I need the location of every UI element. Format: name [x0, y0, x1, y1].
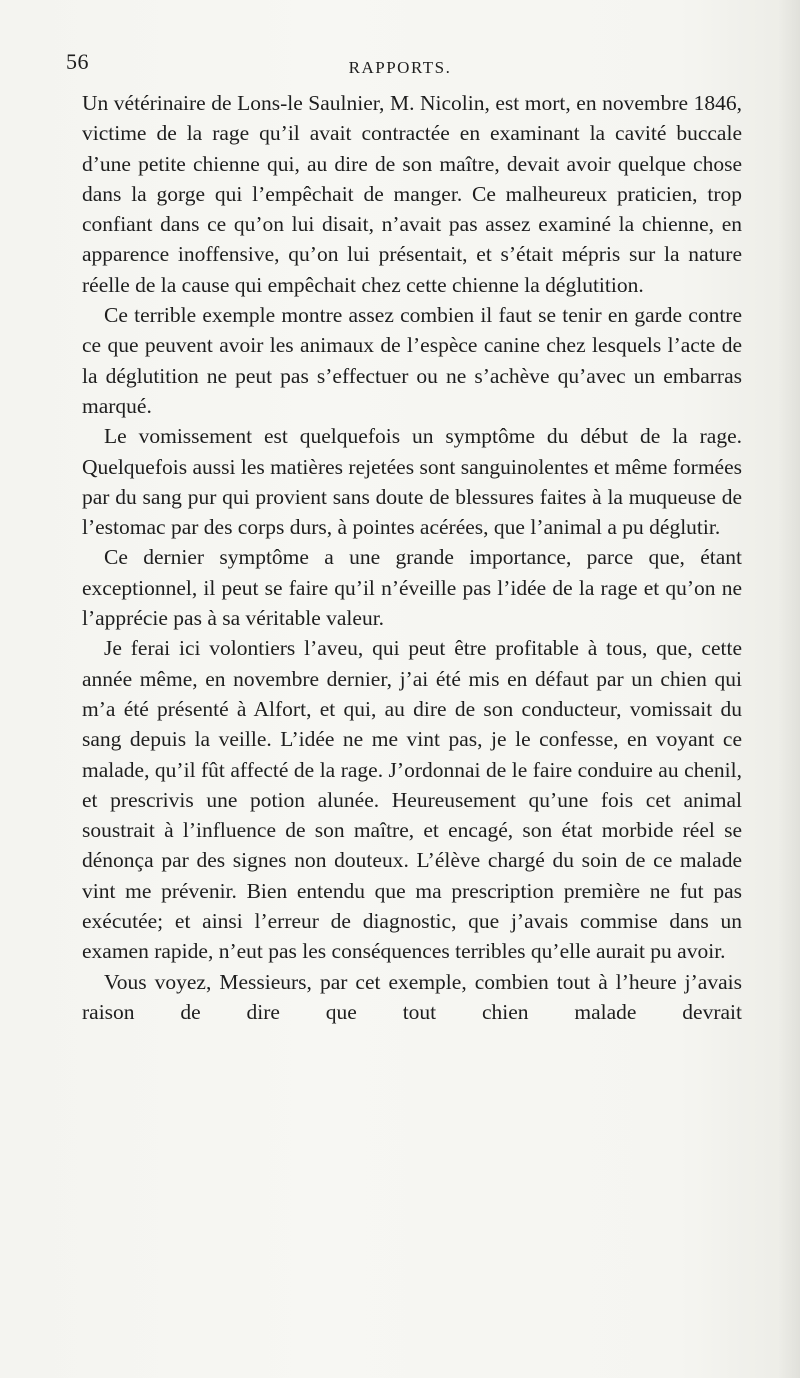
- paragraph-6: Vous voyez, Messieurs, par cet exemple, combien tout à l’heure j’avais raison de dire que tout chien malade devrait: [82, 969, 742, 1024]
- paragraph-4: Ce dernier symptôme a une grande importance, parce que, étant exceptionnel, il peut se faire qu’il n’éveille pas l’idée de la rage et qu’on ne l’apprécie pas à sa véritable valeur.: [82, 545, 742, 631]
- page-number: 56: [66, 49, 89, 74]
- paragraph-2: Ce terrible exemple montre assez combien il faut se tenir en garde contre ce que peuvent avoir les animaux de l’espèce canine chez lesquels l’acte de la déglutition ne peut pas s’effectuer ou ne s’achève qu’avec un embarras marqué.: [82, 303, 742, 418]
- paragraph-1: Un vétérinaire de Lons-le Saulnier, M. Nicolin, est mort, en novembre 1846, victime de la rage qu’il avait contractée en examinant la cavité buccale d’une petite chienne qui, au dire de son maître, devait avoir quelque chose dans la gorge qui l’empêchait de manger. Ce malheureux praticien, trop confiant dans ce qu’on lui disait, n’avait pas assez examiné la chienne, en apparence inoffensive, qu’on lui présentait, et s’était mépris sur la nature réelle de la cause qui empêchait chez cette chienne la déglutition.: [82, 91, 742, 297]
- running-head: RAPPORTS.: [348, 58, 452, 77]
- paragraph-3: Le vomissement est quelquefois un symptôme du début de la rage. Quelquefois aussi les matières rejetées sont sanguinolentes et même formées par du sang pur qui provient sans doute de blessures faites à la muqueuse de l’estomac par des corps durs, à pointes acérées, que l’animal a pu déglutir.: [82, 424, 742, 540]
- paragraph-5: Je ferai ici volontiers l’aveu, qui peut être profitable à tous, que, cette année même, en novembre dernier, j’ai été mis en défaut par un chien qui m’a été présenté à Alfort, et qui, au dire de son conducteur, vomissait du sang depuis la veille. L’idée ne me vint pas, je le confesse, en voyant ce malade, qu’il fût affecté de la rage. J’ordonnai de le faire conduire au chenil, et prescrivis une potion alunée. Heureusement qu’une fois cet animal soustrait à l’influence de son maître, et encagé, son état morbide réel se dénonça par des signes non douteux. L’élève chargé du soin de ce malade vint me prévenir. Bien entendu que ma prescription première ne fut pas exécutée; et ainsi l’erreur de diagnostic, que j’avais commise dans un examen rapide, n’eut pas les conséquences terribles qu’elle aurait pu avoir.: [82, 636, 742, 964]
- body-text: [82, 88, 742, 1027]
- page-edge-shadow: [778, 0, 800, 1378]
